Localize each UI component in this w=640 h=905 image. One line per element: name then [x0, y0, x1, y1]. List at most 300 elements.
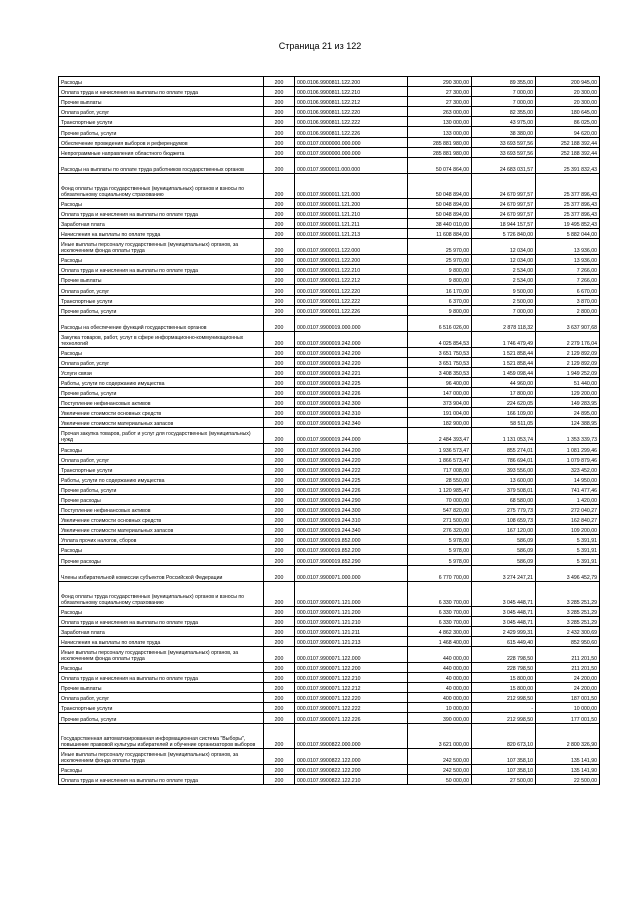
row-plan-cell: 10 000,00	[408, 703, 472, 713]
row-code-cell: 200	[264, 127, 295, 137]
row-classifier-cell: 000.0107.9900019.244.220	[295, 454, 408, 464]
row-code-cell: 200	[264, 331, 295, 347]
row-executed-cell: 855 274,01	[472, 444, 536, 454]
row-classifier-cell: 000.0107.9900071.122.222	[295, 703, 408, 713]
row-remaining-cell: 20 300,00	[536, 87, 600, 97]
row-code-cell: 200	[264, 764, 295, 774]
row-remaining-cell: 3 637 907,68	[536, 315, 600, 331]
row-classifier-cell: 000.0107.9900000.000.000	[295, 147, 408, 157]
table-row	[59, 305, 600, 315]
row-classifier-cell: 000.0107.9900019.242.000	[295, 331, 408, 347]
table-row	[59, 646, 600, 662]
row-name-cell: Оплата работ, услуг	[59, 357, 264, 367]
row-plan-cell: 9 800,00	[408, 275, 472, 285]
row-executed-cell: 7 000,00	[472, 305, 536, 315]
row-plan-cell: 6 330 700,00	[408, 581, 472, 606]
row-classifier-cell: 000.0107.9900071.122.212	[295, 683, 408, 693]
row-code-cell: 200	[264, 408, 295, 418]
row-name-cell: Поступление нефинансовых активов	[59, 505, 264, 515]
row-plan-cell: 96 400,00	[408, 377, 472, 387]
row-plan-cell: 191 004,00	[408, 408, 472, 418]
row-remaining-cell: 24 895,00	[536, 408, 600, 418]
row-code-cell: 200	[264, 748, 295, 764]
table-row	[59, 464, 600, 474]
row-remaining-cell: 2 800 326,90	[536, 723, 600, 748]
row-classifier-cell: 000.0107.9900011.122.210	[295, 265, 408, 275]
row-executed-cell: 82 355,00	[472, 107, 536, 117]
row-name-cell: Транспортные услуги	[59, 464, 264, 474]
row-executed-cell: 108 659,73	[472, 515, 536, 525]
row-code-cell: 200	[264, 535, 295, 545]
row-plan-cell: 50 000,00	[408, 774, 472, 784]
row-remaining-cell: 211 201,50	[536, 646, 600, 662]
row-remaining-cell: 25 377 896,43	[536, 208, 600, 218]
row-plan-cell: 50 048 894,00	[408, 198, 472, 208]
row-code-cell: 200	[264, 157, 295, 173]
row-name-cell: Транспортные услуги	[59, 703, 264, 713]
row-plan-cell: 182 900,00	[408, 418, 472, 428]
row-executed-cell: 107 358,10	[472, 764, 536, 774]
row-executed-cell: 7 000,00	[472, 87, 536, 97]
row-remaining-cell: 19 495 852,43	[536, 218, 600, 228]
row-name-cell: Государственная автоматизированная информационная система "Выборы", повышение правовой культуры избирателей и обучение организаторов выборов	[59, 723, 264, 748]
row-classifier-cell: 000.0107.9900019.244.290	[295, 494, 408, 504]
row-plan-cell: 3 651 750,53	[408, 357, 472, 367]
row-plan-cell: 4 025 854,53	[408, 331, 472, 347]
table-row	[59, 265, 600, 275]
row-code-cell: 200	[264, 147, 295, 157]
row-plan-cell: 50 048 894,00	[408, 173, 472, 198]
table-row	[59, 229, 600, 239]
row-remaining-cell: 124 388,95	[536, 418, 600, 428]
row-executed-cell: 586,09	[472, 555, 536, 565]
row-remaining-cell: 2 129 892,09	[536, 357, 600, 367]
row-remaining-cell: 25 377 896,43	[536, 173, 600, 198]
row-classifier-cell: 000.0107.9900019.242.300	[295, 398, 408, 408]
row-remaining-cell: 51 440,00	[536, 377, 600, 387]
row-classifier-cell: 000.0107.9900071.122.220	[295, 693, 408, 703]
table-row	[59, 97, 600, 107]
row-plan-cell: 50 074 864,00	[408, 157, 472, 173]
row-code-cell: 200	[264, 683, 295, 693]
row-executed-cell: 89 355,00	[472, 77, 536, 87]
row-code-cell: 200	[264, 464, 295, 474]
row-classifier-cell: 000.0107.9900019.242.200	[295, 347, 408, 357]
row-name-cell: Увеличение стоимости основных средств	[59, 408, 264, 418]
row-remaining-cell: 6 670,00	[536, 285, 600, 295]
table-row	[59, 255, 600, 265]
row-classifier-cell: 000.0107.9900019.242.310	[295, 408, 408, 418]
row-name-cell: Увеличение стоимости материальных запасов	[59, 418, 264, 428]
row-name-cell: Прочие работы, услуги	[59, 388, 264, 398]
table-row	[59, 484, 600, 494]
row-code-cell: 200	[264, 398, 295, 408]
row-remaining-cell: 86 025,00	[536, 117, 600, 127]
row-plan-cell: 9 800,00	[408, 265, 472, 275]
row-executed-cell: 2 500,00	[472, 295, 536, 305]
row-classifier-cell: 000.0106.9900811.122.212	[295, 97, 408, 107]
row-executed-cell: 586,09	[472, 535, 536, 545]
row-executed-cell: 38 380,00	[472, 127, 536, 137]
row-code-cell: 200	[264, 606, 295, 616]
row-remaining-cell: 177 001,50	[536, 713, 600, 723]
row-code-cell: 200	[264, 198, 295, 208]
row-executed-cell: 1 131 053,74	[472, 428, 536, 444]
row-plan-cell: 5 978,00	[408, 535, 472, 545]
row-name-cell: Иные выплаты персоналу государственных (муниципальных) органов, за исключением фонда оплаты труда	[59, 239, 264, 255]
row-remaining-cell: 852 950,60	[536, 636, 600, 646]
table-row	[59, 444, 600, 454]
row-remaining-cell: 5 882 044,00	[536, 229, 600, 239]
row-remaining-cell: 7 266,00	[536, 265, 600, 275]
row-executed-cell: 43 975,00	[472, 117, 536, 127]
row-plan-cell: 2 484 393,47	[408, 428, 472, 444]
row-executed-cell: 15 800,00	[472, 683, 536, 693]
row-name-cell: Расходы	[59, 255, 264, 265]
row-executed-cell: 2 534,00	[472, 275, 536, 285]
row-remaining-cell: 252 188 392,44	[536, 147, 600, 157]
row-name-cell: Прочие работы, услуги	[59, 713, 264, 723]
row-plan-cell: 11 608 884,00	[408, 229, 472, 239]
row-executed-cell: 820 673,10	[472, 723, 536, 748]
row-code-cell: 200	[264, 315, 295, 331]
table-row	[59, 662, 600, 672]
table-row	[59, 77, 600, 87]
row-classifier-cell: 000.0107.9900071.122.000	[295, 646, 408, 662]
row-remaining-cell: 3 285 251,29	[536, 606, 600, 616]
row-remaining-cell: 149 283,95	[536, 398, 600, 408]
row-name-cell: Оплата труда и начисления на выплаты по оплате труда	[59, 265, 264, 275]
row-remaining-cell: 25 377 896,43	[536, 198, 600, 208]
row-remaining-cell: 187 001,50	[536, 693, 600, 703]
row-executed-cell: 17 800,00	[472, 388, 536, 398]
row-remaining-cell: 3 285 251,29	[536, 616, 600, 626]
table-row	[59, 525, 600, 535]
row-classifier-cell: 000.0107.0000000.000.000	[295, 137, 408, 147]
row-classifier-cell: 000.0107.9900019.244.225	[295, 474, 408, 484]
table-row	[59, 295, 600, 305]
row-plan-cell: 440 000,00	[408, 662, 472, 672]
row-classifier-cell: 000.0107.9900011.122.220	[295, 285, 408, 295]
row-plan-cell: 285 881 980,00	[408, 147, 472, 157]
row-plan-cell: 16 170,00	[408, 285, 472, 295]
row-code-cell: 200	[264, 713, 295, 723]
row-executed-cell: 3 274 247,21	[472, 565, 536, 581]
table-row	[59, 535, 600, 545]
row-remaining-cell: 25 391 832,43	[536, 157, 600, 173]
row-executed-cell: 167 120,00	[472, 525, 536, 535]
table-row	[59, 107, 600, 117]
row-code-cell: 200	[264, 428, 295, 444]
table-row	[59, 198, 600, 208]
table-row	[59, 208, 600, 218]
row-remaining-cell: 200 945,00	[536, 77, 600, 87]
row-code-cell: 200	[264, 218, 295, 228]
row-remaining-cell: 13 936,00	[536, 255, 600, 265]
row-plan-cell: 373 904,00	[408, 398, 472, 408]
row-plan-cell: 70 000,00	[408, 494, 472, 504]
row-classifier-cell: 000.0107.9900019.244.226	[295, 484, 408, 494]
row-name-cell: Оплата труда и начисления на выплаты по оплате труда	[59, 616, 264, 626]
row-classifier-cell: 000.0106.9900811.122.200	[295, 77, 408, 87]
row-code-cell: 200	[264, 275, 295, 285]
row-plan-cell: 1 936 573,47	[408, 444, 472, 454]
row-executed-cell: 13 600,00	[472, 474, 536, 484]
row-name-cell: Начисления на выплаты по оплате труда	[59, 229, 264, 239]
table-row	[59, 428, 600, 444]
row-plan-cell: 547 820,00	[408, 505, 472, 515]
row-plan-cell: 242 500,00	[408, 748, 472, 764]
row-remaining-cell: 24 200,00	[536, 673, 600, 683]
row-classifier-cell: 000.0107.9900019.244.340	[295, 525, 408, 535]
table-row	[59, 275, 600, 285]
row-name-cell: Заработная плата	[59, 218, 264, 228]
row-remaining-cell: 135 141,90	[536, 764, 600, 774]
row-plan-cell: 6 770 700,00	[408, 565, 472, 581]
row-name-cell: Расходы	[59, 764, 264, 774]
row-name-cell: Расходы на выплаты по оплате труда работников государственных органов	[59, 157, 264, 173]
row-classifier-cell: 000.0107.9900071.122.200	[295, 662, 408, 672]
row-code-cell: 200	[264, 505, 295, 515]
table-row	[59, 377, 600, 387]
row-code-cell: 200	[264, 626, 295, 636]
row-name-cell: Прочие выплаты	[59, 97, 264, 107]
row-classifier-cell: 000.0107.9900019.242.220	[295, 357, 408, 367]
row-name-cell: Увеличение стоимости материальных запасов	[59, 525, 264, 535]
row-plan-cell: 4 862 300,00	[408, 626, 472, 636]
row-executed-cell: 58 511,05	[472, 418, 536, 428]
row-executed-cell: 15 800,00	[472, 673, 536, 683]
row-remaining-cell: 24 200,00	[536, 683, 600, 693]
row-executed-cell: 224 620,05	[472, 398, 536, 408]
row-plan-cell: 263 000,00	[408, 107, 472, 117]
table-row	[59, 347, 600, 357]
row-remaining-cell: 3 870,00	[536, 295, 600, 305]
table-row	[59, 87, 600, 97]
row-classifier-cell: 000.0107.9900019.244.200	[295, 444, 408, 454]
row-remaining-cell: 3 496 452,79	[536, 565, 600, 581]
row-code-cell: 200	[264, 525, 295, 535]
budget-table-body	[59, 77, 600, 785]
row-code-cell: 200	[264, 347, 295, 357]
row-remaining-cell: 94 620,00	[536, 127, 600, 137]
row-plan-cell: 242 500,00	[408, 764, 472, 774]
row-code-cell: 200	[264, 662, 295, 672]
row-classifier-cell: 000.0107.9900011.122.212	[295, 275, 408, 285]
row-remaining-cell: 135 141,90	[536, 748, 600, 764]
row-remaining-cell: 13 936,00	[536, 239, 600, 255]
table-row	[59, 357, 600, 367]
row-classifier-cell: 000.0106.9900811.122.210	[295, 87, 408, 97]
row-code-cell: 200	[264, 107, 295, 117]
row-code-cell: 200	[264, 555, 295, 565]
row-executed-cell: 1 521 858,44	[472, 357, 536, 367]
row-classifier-cell: 000.0107.9900019.852.290	[295, 555, 408, 565]
row-executed-cell: 1 746 479,49	[472, 331, 536, 347]
table-row	[59, 315, 600, 331]
row-plan-cell: 717 008,00	[408, 464, 472, 474]
row-classifier-cell: 000.0107.9900011.122.226	[295, 305, 408, 315]
row-name-cell: Увеличение стоимости основных средств	[59, 515, 264, 525]
row-code-cell: 200	[264, 295, 295, 305]
table-row	[59, 127, 600, 137]
row-remaining-cell: 10 000,00	[536, 703, 600, 713]
row-plan-cell: 130 000,00	[408, 117, 472, 127]
row-remaining-cell: 2 129 892,09	[536, 347, 600, 357]
row-plan-cell: 3 408 350,53	[408, 367, 472, 377]
row-executed-cell: 24 670 997,57	[472, 173, 536, 198]
row-classifier-cell: 000.0107.9900011.121.210	[295, 208, 408, 218]
row-name-cell: Услуги связи	[59, 367, 264, 377]
table-row	[59, 626, 600, 636]
row-remaining-cell: 109 200,00	[536, 525, 600, 535]
row-executed-cell: 786 694,01	[472, 454, 536, 464]
table-row	[59, 494, 600, 504]
row-code-cell: 200	[264, 367, 295, 377]
row-executed-cell: 44 960,00	[472, 377, 536, 387]
row-name-cell: Прочие расходы	[59, 555, 264, 565]
row-code-cell: 200	[264, 774, 295, 784]
row-name-cell: Прочие выплаты	[59, 683, 264, 693]
row-classifier-cell: 000.0107.9900071.121.200	[295, 606, 408, 616]
row-code-cell: 200	[264, 545, 295, 555]
row-classifier-cell: 000.0106.9900811.122.226	[295, 127, 408, 137]
row-executed-cell: 615 449,40	[472, 636, 536, 646]
row-classifier-cell: 000.0107.9900011.121.000	[295, 173, 408, 198]
row-remaining-cell: 2 432 300,69	[536, 626, 600, 636]
row-classifier-cell: 000.0107.9900822.122.210	[295, 774, 408, 784]
table-row	[59, 331, 600, 347]
row-code-cell: 200	[264, 703, 295, 713]
row-name-cell: Оплата работ, услуг	[59, 454, 264, 464]
table-row	[59, 683, 600, 693]
row-name-cell: Расходы	[59, 444, 264, 454]
row-plan-cell: 5 978,00	[408, 555, 472, 565]
row-classifier-cell: 000.0107.9900071.121.213	[295, 636, 408, 646]
row-name-cell: Прочие выплаты	[59, 275, 264, 285]
row-name-cell: Расходы	[59, 77, 264, 87]
row-remaining-cell: 211 201,50	[536, 662, 600, 672]
row-plan-cell: 440 000,00	[408, 646, 472, 662]
row-remaining-cell: 1 081 299,46	[536, 444, 600, 454]
row-classifier-cell: 000.0107.9900011.122.222	[295, 295, 408, 305]
row-name-cell: Закупка товаров, работ, услуг в сфере информационно-коммуникационных технологий	[59, 331, 264, 347]
row-name-cell: Иные выплаты персоналу государственных (муниципальных) органов, за исключением фонда оплаты труда	[59, 646, 264, 662]
row-classifier-cell: 000.0107.9900019.244.222	[295, 464, 408, 474]
row-code-cell: 200	[264, 255, 295, 265]
row-plan-cell: 1 866 573,47	[408, 454, 472, 464]
table-row	[59, 218, 600, 228]
table-row	[59, 673, 600, 683]
row-executed-cell: 228 798,50	[472, 646, 536, 662]
row-remaining-cell: 5 391,91	[536, 555, 600, 565]
row-classifier-cell: 000.0107.9900019.244.310	[295, 515, 408, 525]
row-code-cell: 200	[264, 418, 295, 428]
row-plan-cell: 40 000,00	[408, 683, 472, 693]
row-classifier-cell: 000.0107.9900019.242.340	[295, 418, 408, 428]
row-plan-cell: 285 881 980,00	[408, 137, 472, 147]
row-classifier-cell: 000.0106.9900811.122.222	[295, 117, 408, 127]
row-name-cell: Оплата работ, услуг	[59, 107, 264, 117]
row-executed-cell: 586,09	[472, 545, 536, 555]
table-row	[59, 703, 600, 713]
row-code-cell: 200	[264, 137, 295, 147]
row-code-cell: 200	[264, 474, 295, 484]
row-code-cell: 200	[264, 239, 295, 255]
row-code-cell: 200	[264, 723, 295, 748]
row-code-cell: 200	[264, 673, 295, 683]
row-remaining-cell: 5 391,91	[536, 545, 600, 555]
row-remaining-cell: 14 950,00	[536, 474, 600, 484]
row-name-cell: Поступление нефинансовых активов	[59, 398, 264, 408]
row-name-cell: Уплата прочих налогов, сборов	[59, 535, 264, 545]
row-plan-cell: 390 000,00	[408, 713, 472, 723]
row-name-cell: Работы, услуги по содержанию имущества	[59, 377, 264, 387]
row-classifier-cell: 000.0107.9900822.122.000	[295, 748, 408, 764]
row-name-cell: Оплата труда и начисления на выплаты по оплате труда	[59, 673, 264, 683]
row-classifier-cell: 000.0107.9900011.122.200	[295, 255, 408, 265]
row-name-cell: Работы, услуги по содержанию имущества	[59, 474, 264, 484]
row-code-cell: 200	[264, 357, 295, 367]
row-remaining-cell: 20 300,00	[536, 97, 600, 107]
row-plan-cell: 9 800,00	[408, 305, 472, 315]
row-plan-cell: 147 000,00	[408, 388, 472, 398]
row-plan-cell: 1 120 985,47	[408, 484, 472, 494]
row-classifier-cell: 000.0107.9900019.242.226	[295, 388, 408, 398]
row-remaining-cell: 2 800,00	[536, 305, 600, 315]
row-classifier-cell: 000.0107.9900071.121.210	[295, 616, 408, 626]
table-row	[59, 636, 600, 646]
row-plan-cell: 25 970,00	[408, 255, 472, 265]
row-executed-cell: 2 534,00	[472, 265, 536, 275]
table-row	[59, 408, 600, 418]
row-executed-cell: 212 998,50	[472, 713, 536, 723]
row-remaining-cell: 7 266,00	[536, 275, 600, 285]
row-executed-cell: -	[472, 703, 536, 713]
row-executed-cell: 3 045 448,71	[472, 581, 536, 606]
row-name-cell: Расходы	[59, 198, 264, 208]
row-name-cell: Расходы на обеспечение функций государственных органов	[59, 315, 264, 331]
page-header: Страница 21 из 122	[278, 41, 362, 51]
row-remaining-cell: 252 188 392,44	[536, 137, 600, 147]
row-classifier-cell: 000.0107.9900071.121.211	[295, 626, 408, 636]
row-classifier-cell: 000.0107.9900822.000.000	[295, 723, 408, 748]
table-row	[59, 565, 600, 581]
row-classifier-cell: 000.0107.9900011.000.000	[295, 157, 408, 173]
row-name-cell: Обеспечение проведения выборов и референдумов	[59, 137, 264, 147]
row-name-cell: Оплата труда и начисления на выплаты по оплате труда	[59, 208, 264, 218]
row-classifier-cell: 000.0107.9900019.244.000	[295, 428, 408, 444]
row-executed-cell: 12 034,00	[472, 239, 536, 255]
row-classifier-cell: 000.0107.9900071.122.226	[295, 713, 408, 723]
row-name-cell: Иные выплаты персоналу государственных (муниципальных) органов, за исключением фонда оплаты труда	[59, 748, 264, 764]
row-name-cell: Прочие работы, услуги	[59, 484, 264, 494]
row-name-cell: Расходы	[59, 347, 264, 357]
row-plan-cell: 50 048 894,00	[408, 208, 472, 218]
table-row	[59, 723, 600, 748]
row-classifier-cell: 000.0107.9900822.122.200	[295, 764, 408, 774]
row-plan-cell: 38 440 010,00	[408, 218, 472, 228]
row-executed-cell: 2 878 118,32	[472, 315, 536, 331]
row-executed-cell: 7 000,00	[472, 97, 536, 107]
row-plan-cell: 25 970,00	[408, 239, 472, 255]
row-code-cell: 200	[264, 484, 295, 494]
row-plan-cell: 6 330 700,00	[408, 616, 472, 626]
row-name-cell: Расходы	[59, 545, 264, 555]
row-classifier-cell: 000.0107.9900011.121.211	[295, 218, 408, 228]
table-row	[59, 748, 600, 764]
row-executed-cell: 1 459 098,44	[472, 367, 536, 377]
